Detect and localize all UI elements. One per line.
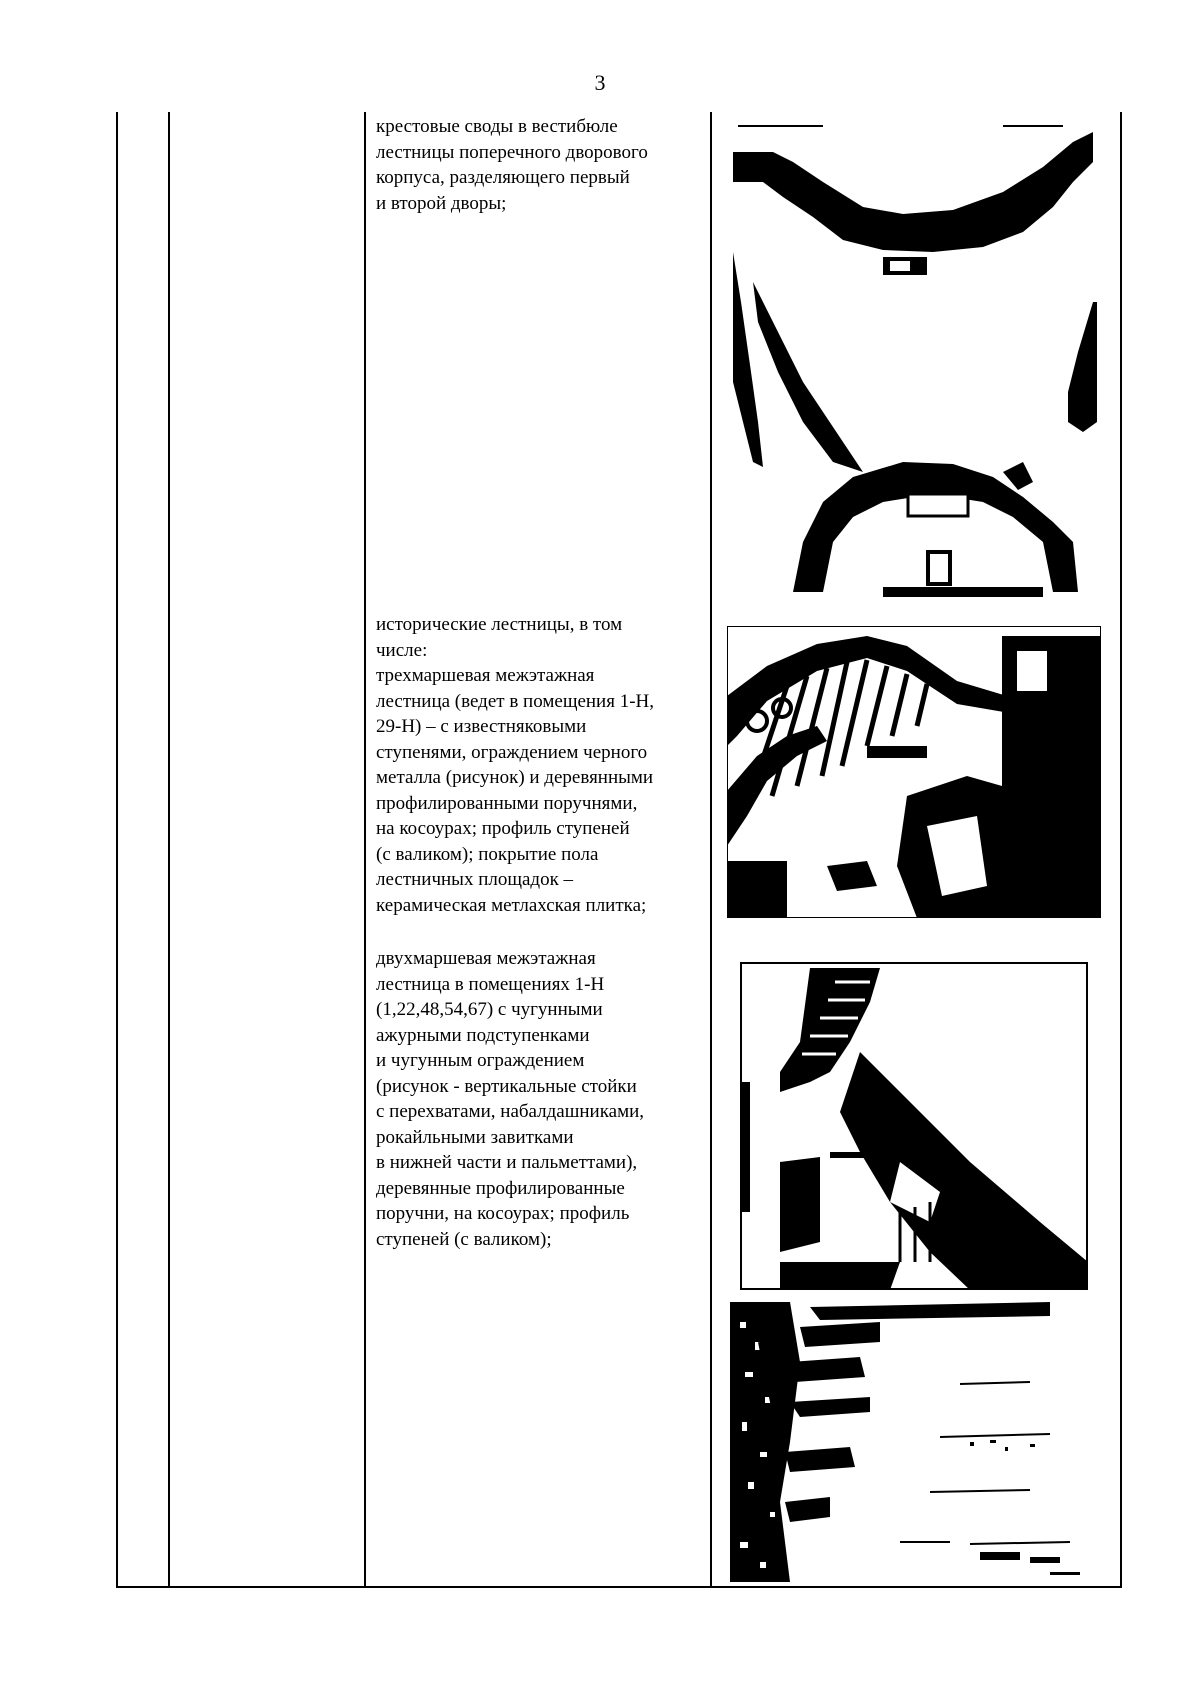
text-line: и второй дворы; — [376, 192, 507, 214]
text-line: рокайльными завитками — [376, 1126, 574, 1148]
text-line: ажурными подступенками — [376, 1024, 590, 1046]
two-flight-staircase-photo — [740, 962, 1088, 1290]
text-line: крестовые своды в вестибюле — [376, 116, 618, 137]
text-line: (1,22,48,54,67) с чугунными — [376, 999, 603, 1020]
text-line: двухмаршевая межэтажная — [376, 948, 596, 969]
text-line: числе: — [376, 639, 428, 661]
text-line: керамическая метлахская плитка; — [376, 894, 647, 916]
text-line: деревянные профилированные — [376, 1177, 625, 1199]
text-line: корпуса, разделяющего первый — [376, 167, 630, 188]
entry-two-flight-staircase-text — [376, 946, 699, 1252]
vault-photo — [733, 122, 1097, 600]
text-line: лестница в помещениях 1-Н — [376, 973, 605, 995]
text-line: (с валиком); покрытие пола — [376, 843, 599, 865]
text-line: (рисунок - вертикальные стойки — [376, 1075, 637, 1097]
text-line: на косоурах; профиль ступеней — [376, 818, 630, 839]
column-divider-1 — [168, 112, 170, 1586]
text-line: ступенями, ограждением черного — [376, 741, 648, 763]
column-divider-3 — [710, 112, 712, 1586]
text-line: ступеней (с валиком); — [376, 1228, 552, 1250]
text-line: с перехватами, набалдашниками, — [376, 1101, 645, 1122]
page-number: 3 — [594, 70, 606, 95]
text-line: профилированными поручнями, — [376, 792, 638, 814]
text-line: лестничных площадок – — [376, 869, 574, 890]
column-divider-2 — [364, 112, 366, 1586]
text-line: в нижней части и пальметтами), — [376, 1152, 638, 1173]
text-line: лестница (ведет в помещения 1-Н, — [376, 690, 655, 712]
text-line: 29-Н) – с известняковыми — [376, 716, 587, 737]
text-line: исторические лестницы, в том — [376, 614, 623, 635]
text-line: и чугунным ограждением — [376, 1050, 585, 1071]
entry-vaults-text — [376, 114, 699, 216]
entry-three-flight-staircase-text — [376, 612, 699, 918]
text-line: поручни, на косоурах; профиль — [376, 1203, 630, 1224]
three-flight-staircase-photo — [727, 626, 1101, 918]
text-line: трехмаршевая межэтажная — [376, 665, 595, 686]
text-line: лестницы поперечного дворового — [376, 141, 648, 163]
text-line: металла (рисунок) и деревянными — [376, 767, 654, 788]
stair-steps-photo — [730, 1302, 1092, 1582]
